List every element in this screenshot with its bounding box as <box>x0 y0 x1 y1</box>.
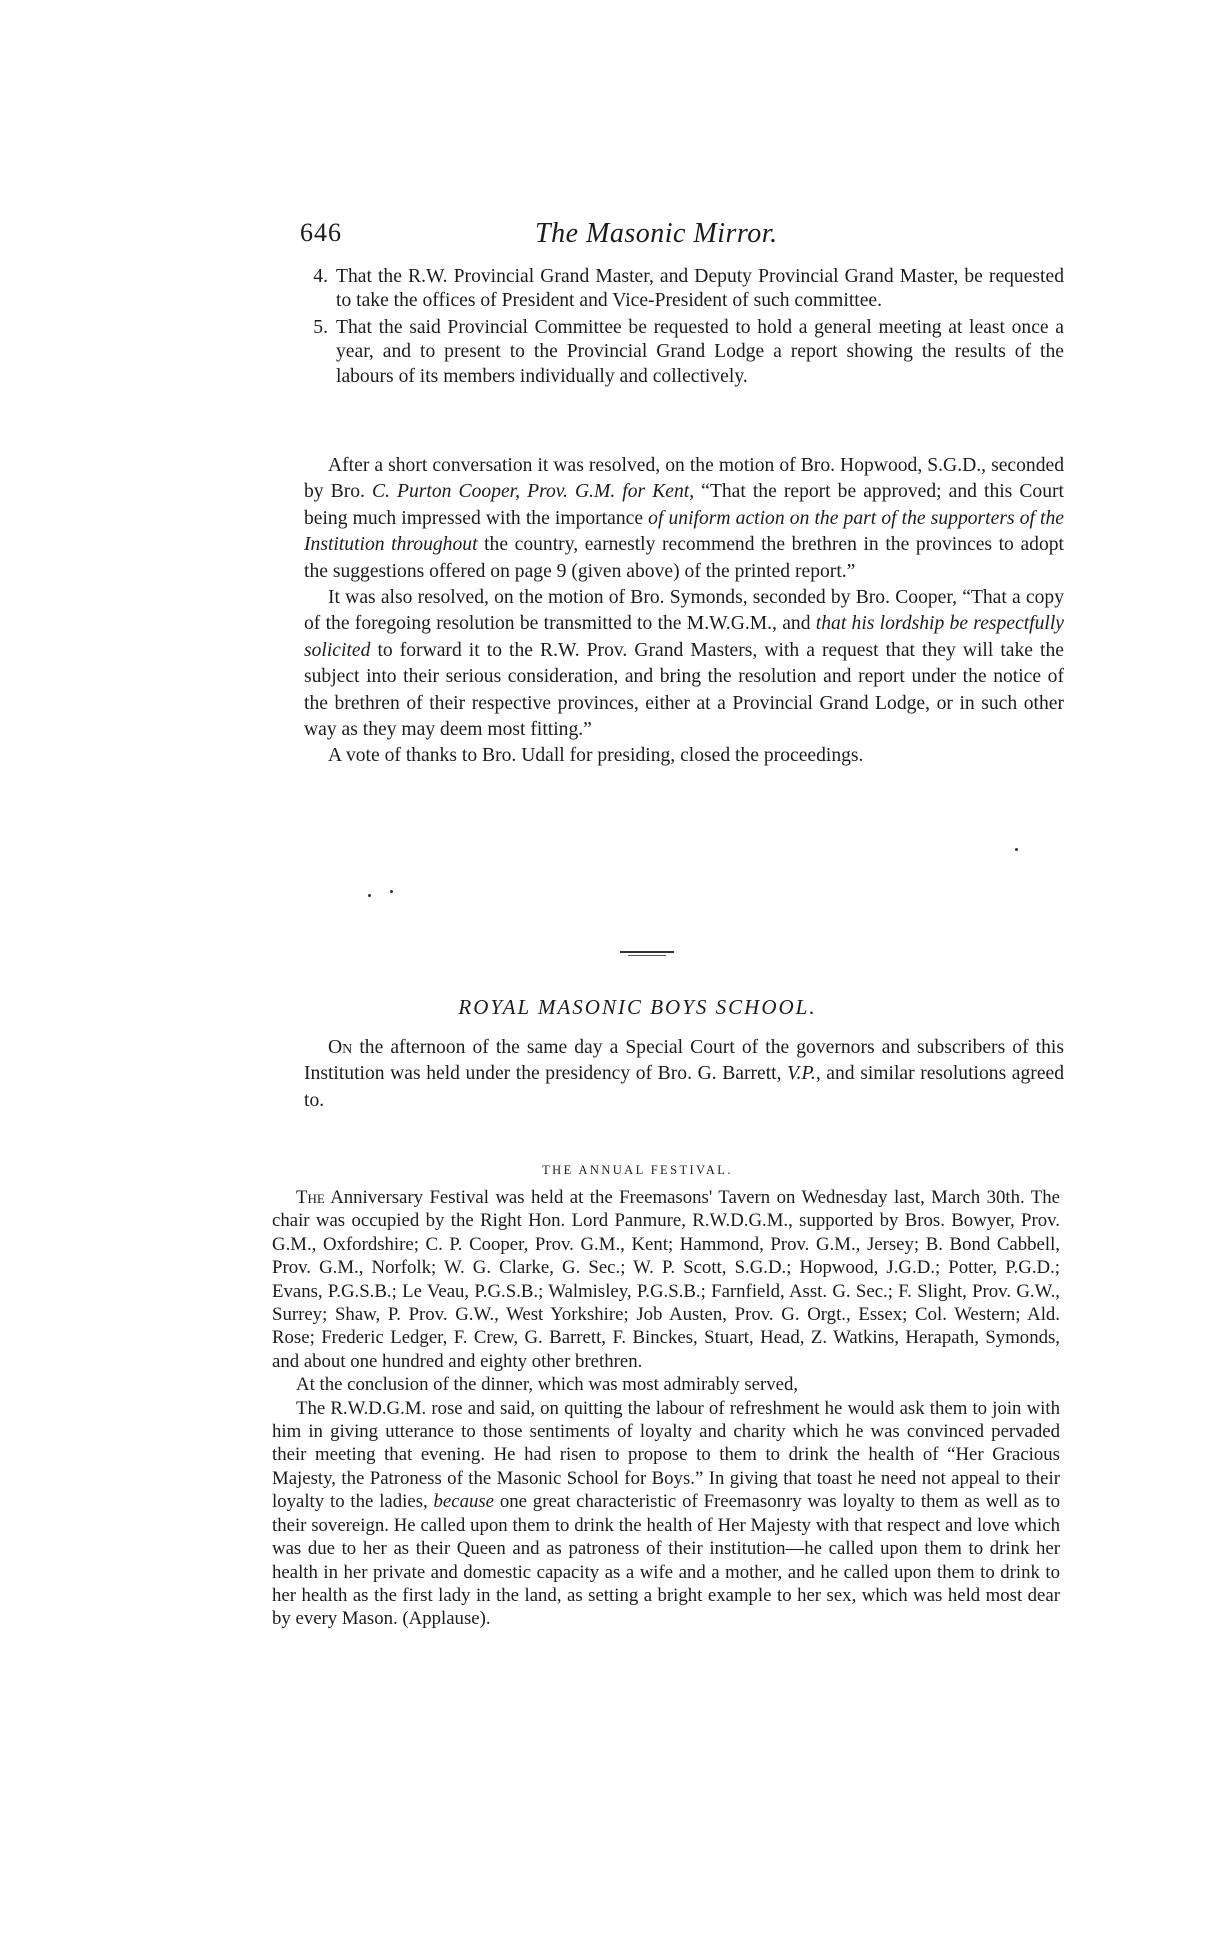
resolution-text: That the said Provincial Committee be requested to hold a general meeting at least once a year, and to present to the Provincial Grand Lodge a report showing the results of the labours of its members individually and collectively. <box>336 316 1064 387</box>
subsection-title: THE ANNUAL FESTIVAL. <box>542 1163 733 1177</box>
school-paragraph <box>304 1035 1064 1114</box>
school-dropcap: On <box>328 1037 353 1058</box>
toast-text-b: because <box>433 1491 495 1513</box>
vote-of-thanks: A vote of thanks to Bro. Udall for presiding, closed the proceedings. <box>328 745 864 767</box>
school-text-c: , and similar resolutions agreed to. <box>304 1063 1065 1111</box>
toast-text-c: one great characteristic of Freemasonry was loyalty to them as well as to their sovereign. He called upon them to drink the health of Her Majesty with that respect and love which was due to her as their Queen and as patroness of their institution—he called upon them to drink her health in her private and domestic capacity as a wife and a mother, and he called upon them to drink to her health as the first lady in the land, as setting a bright example to her sex, which was held most dear by every Mason. (Applause). <box>272 1491 1061 1630</box>
para2-text-c: to forward it to the R.W. Prov. Grand Masters, with a request that they will take the subject into their serious consideration, and bring the resolution and report under the notice of the brethren of their respective provinces, either at a Provincial Grand Lodge, or in such other way as they may deem most fitting.” <box>304 639 1064 741</box>
para1-text-e: the country, earnestly recommend the brethren in the provinces to adopt the suggestions offered on page 9 (given above) of the printed report.” <box>304 534 1064 582</box>
toast-text-a: The R.W.D.G.M. rose and said, on quitting the labour of refreshment he would ask them to join with him in giving utterance to those sentiments of loyalty and charity which he was convinced pervaded their meeting that evening. He had risen to propose to them to drink the health of “Her Gracious Majesty, the Patroness of the Masonic School for Boys.” In giving that toast he need not appeal to their loyalty to the ladies, <box>272 1397 1060 1513</box>
festival-dropcap: The <box>296 1187 325 1208</box>
page-number: 646 <box>300 218 342 247</box>
speck-mark <box>1015 848 1018 851</box>
resolution-item <box>304 265 1064 314</box>
para1-text-a: After a short conversation it was resolved, on the motion of Bro. Hopwood, S.G.D., seconded by Bro. <box>304 455 1064 503</box>
resolution-item <box>304 316 1064 389</box>
para1-text-c: “That the report be approved; and this Court being much impressed with the importance <box>304 481 1064 529</box>
section-divider <box>620 951 674 953</box>
school-text-a: the afternoon of the same day a Special Court of the governors and subscribers of this Institution was held under the presidency of Bro. G. Barrett, <box>304 1037 1064 1085</box>
running-title: The Masonic Mirror. <box>535 218 778 249</box>
para1-text-d: of uniform action on the part of the supporters of the Institution throughout <box>304 507 1064 556</box>
resolution-paragraph <box>304 453 1064 770</box>
resolution-list <box>304 265 1064 389</box>
resolution-text: That the R.W. Provincial Grand Master, and Deputy Provincial Grand Master, be requested to take the offices of President and Vice-President of such committee. <box>336 266 1064 312</box>
resolution-number: 5. <box>313 316 328 338</box>
section-divider-underline <box>628 955 666 956</box>
para1-text-b: C. Purton Cooper, Prov. G.M. for Kent, <box>372 481 695 503</box>
page-header <box>300 218 1060 258</box>
speck-mark <box>368 894 371 897</box>
speck-mark <box>390 890 393 893</box>
resolution-number: 4. <box>313 266 328 287</box>
para2-text-a: It was also resolved, on the motion of Bro. Symonds, seconded by Bro. Cooper, “That a copy of the foregoing resolution be transmitted to the M.W.G.M., and <box>304 587 1064 635</box>
dinner-paragraph: At the conclusion of the dinner, which was most admirably served, <box>296 1374 799 1396</box>
festival-text-body: Anniversary Festival was held at the Freemasons' Tavern on Wednesday last, March 30th. The chair was occupied by the Right Hon. Lord Panmure, R.W.D.G.M., supported by Bros. Bowyer, Prov. G.M., Oxfordshire; C. P. Cooper, Prov. G.M., Kent; Hammond, Prov. G.M., Jersey; B. Bond Cabbell, Prov. G.M., Norfolk; W. G. Clarke, G. Sec.; W. P. Scott, S.G.D.; Hopwood, J.G.D.; Potter, P.G.D.; Evans, P.G.S.B.; Le Veau, P.G.S.B.; Walmisley, P.G.S.B.; Farnfield, Asst. G. Sec.; F. Slight, Prov. G.W., Surrey; Shaw, P. Prov. G.W., West Yorkshire; Job Austen, Prov. G. Orgt., Essex; Col. Western; Ald. Rose; Frederic Ledger, F. Crew, G. Barrett, F. Binckes, Stuart, Head, Z. Watkins, Herapath, Symonds, and about one hundred and eighty other brethren. <box>272 1187 1060 1372</box>
school-text-b: V.P. <box>787 1063 816 1085</box>
section-title: ROYAL MASONIC BOYS SCHOOL. <box>458 995 817 1019</box>
festival-text <box>272 1186 1060 1631</box>
para2-text-b: that his lordship be respectfully solicited <box>304 613 1064 661</box>
